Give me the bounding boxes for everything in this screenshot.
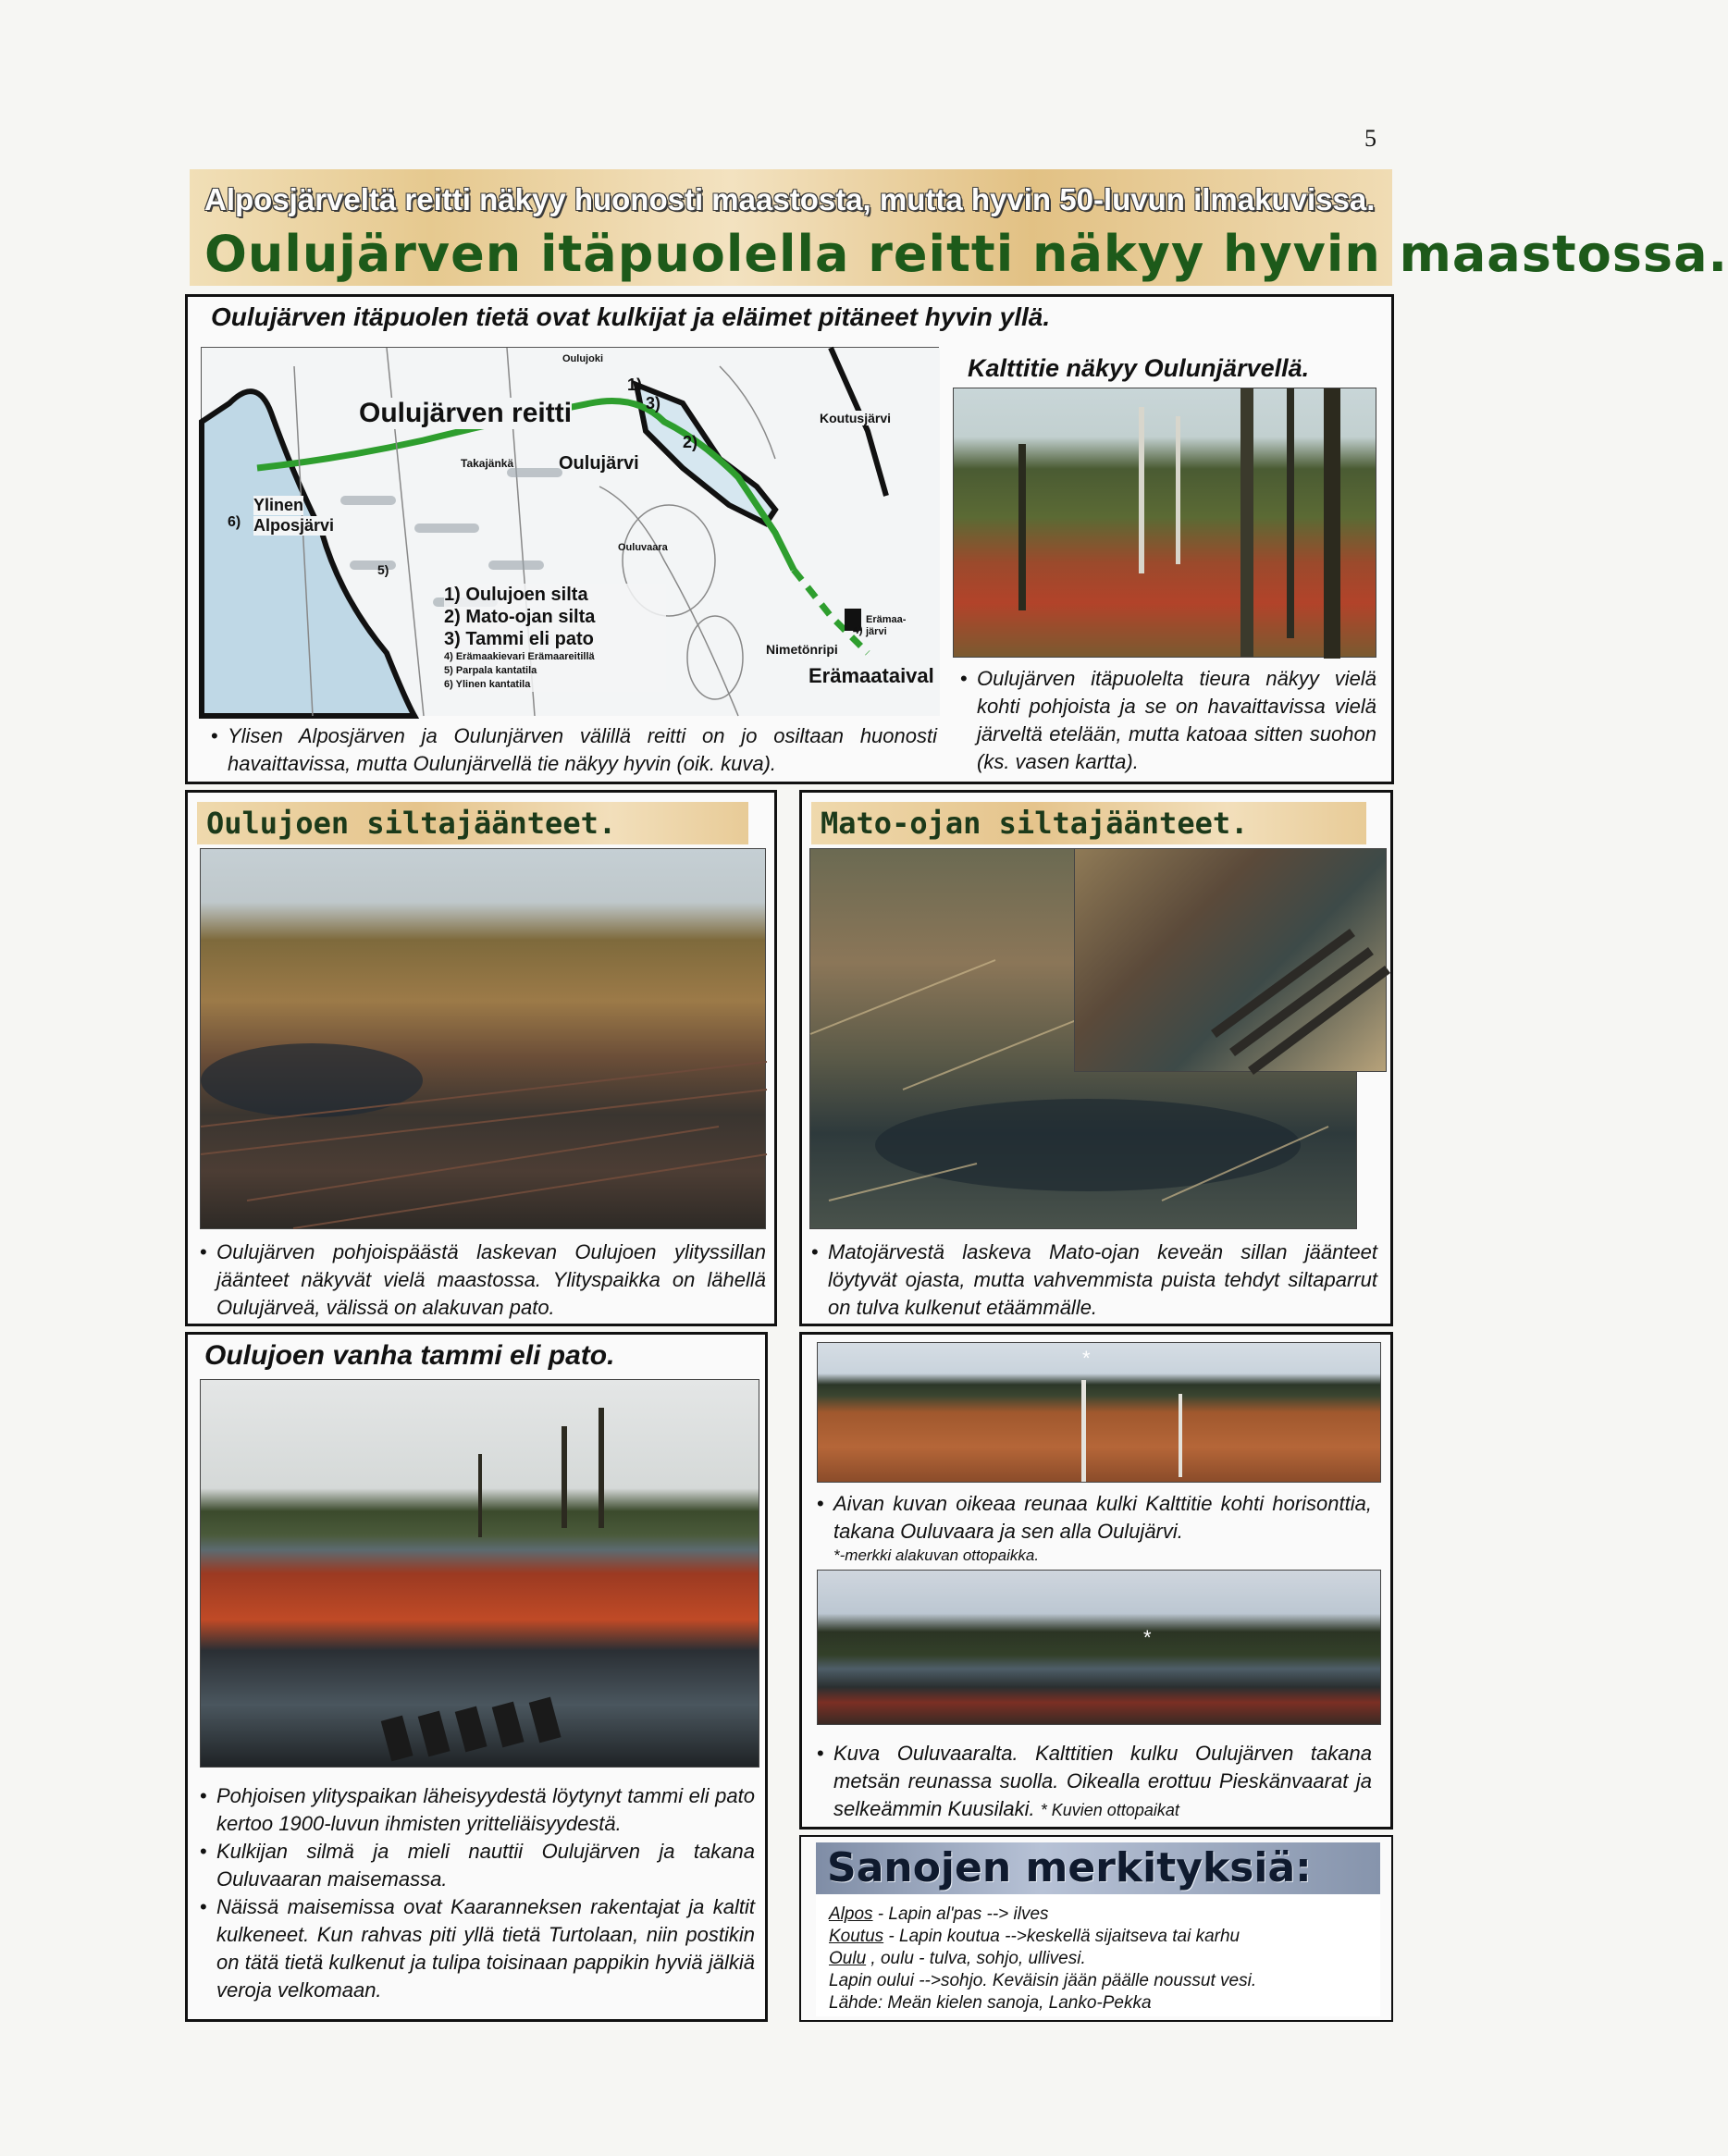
matooja-bridge-title: Mato-ojan siltajäänteet.	[811, 802, 1366, 844]
oulujoki-bridge-box	[185, 790, 777, 1326]
map-num-3: 3)	[646, 394, 661, 413]
map-legend-1: 1) Oulujoen silta	[444, 585, 588, 605]
map-label-oulujarvi: Oulujärvi	[559, 453, 639, 474]
landscape-caption-1-text: • Aivan kuvan oikeaa reunaa kulki Kalttitie kohti horisonttia, takana Ouluvaara ja sen alla Oulujärvi.	[817, 1490, 1372, 1546]
map-label-ouluvaara: Ouluvaara	[618, 542, 668, 553]
tammi-bullet-2: • Kulkijan silmä ja mieli nauttii Oulujärven ja takana Ouluvaaran maisemassa.	[200, 1838, 755, 1893]
tammi-bullet-1: • Pohjoisen ylityspaikan läheisyydestä löytynyt tammi eli pato kertoo 1900-luvun ihmisten yritteliäisyydestä.	[200, 1782, 755, 1838]
map-num-6: 6)	[228, 514, 241, 530]
map-label-koutusjarvi: Koutusjärvi	[820, 411, 892, 425]
tammi-illustration	[201, 1380, 760, 1768]
dictionary-entry-1	[829, 1903, 1367, 1926]
header-banner	[190, 169, 1728, 286]
map-label-oulujoki: Oulujoki	[562, 353, 603, 364]
landscape-photo-2	[817, 1570, 1381, 1725]
dictionary-entry-3	[829, 1948, 1367, 1970]
map-label-eramaajarvi: Erämaa-järvi	[866, 614, 907, 637]
dictionary-source: Lähde: Meän kielen sanoja, Lanko-Pekka	[829, 1993, 1152, 2013]
map-label-ylinen: Ylinen	[253, 496, 304, 514]
map-legend-5: 5) Parpala kantatila	[444, 665, 537, 676]
landscape-caption-2-text	[817, 1740, 1372, 1824]
dictionary-title: Sanojen merkityksiä:	[816, 1842, 1380, 1894]
landscape-caption-2-main: Kuva Ouluvaaralta. Kalttitien kulku Oulujärven takana metsän reunassa suolla. Oikealla erottuu Pieskänvaarat ja selkeämmin Kuusilaki.	[833, 1742, 1372, 1820]
oulujoki-bridge-photo	[200, 848, 766, 1229]
map-label-eramaataival: Erämaataival	[808, 664, 934, 687]
oulujoki-bridge-caption	[200, 1238, 766, 1322]
tammi-photo	[200, 1379, 759, 1768]
dictionary-word-2: Koutus	[829, 1927, 884, 1946]
matooja-inset-photo	[1074, 848, 1387, 1072]
tammi-title: Oulujoen vanha tammi eli pato.	[204, 1340, 615, 1371]
dictionary-body	[816, 1894, 1380, 2016]
banner-line-2: Oulujärven itäpuolella reitti näkyy hyvin maastossa.	[204, 225, 1728, 283]
page-number: 5	[1364, 125, 1376, 152]
map-label-takajanka: Takajänkä	[461, 457, 514, 470]
kalttitie-trees	[954, 388, 1377, 659]
route-map	[201, 347, 939, 715]
map-label-alposjarvi: Alposjärvi	[253, 516, 335, 535]
matooja-bridge-caption-text: • Matojärvestä laskeva Mato-ojan keveän sillan jäänteet löytyvät ojasta, mutta vahvemmista puista tehdyt siltaparrut on tulva kulkenut etäämmälle.	[811, 1238, 1377, 1322]
oulujoki-bridge-caption-text: • Oulujärven pohjoispäästä laskevan Oulujoen ylityssillan jäänteet näkyvät vielä maastossa. Ylityspaikka on lähellä Oulujärveä, välissä on alakuvan pato.	[200, 1238, 766, 1322]
tammi-bullet-3: • Näissä maisemissa ovat Kaaranneksen rakentajat ja kaltit kulkeneet. Kun rahvas piti yllä tietä Turtolaan, niin postikin on tätä tietä kulkenut ja tulipa toisinaan pappikin hyviä jälkiä veroja velkomaan.	[200, 1893, 755, 2004]
dictionary-def-2: - Lapin koutua -->keskellä sijaitseva tai karhu	[883, 1927, 1240, 1946]
tammi-caption	[200, 1782, 755, 2004]
landscape-caption-1-note: *-merkki alakuvan ottopaikka.	[833, 1546, 1040, 1564]
landscape-1-star: *	[1082, 1347, 1091, 1370]
top-route-box	[185, 294, 1394, 784]
dictionary-entry-2	[829, 1926, 1367, 1948]
top-caption-left	[211, 722, 937, 778]
matooja-bridge-caption	[811, 1238, 1377, 1322]
map-legend-3: 3) Tammi eli pato	[444, 629, 594, 649]
map-num-1: 1)	[627, 376, 643, 394]
tammi-box	[185, 1332, 768, 2022]
dictionary-box	[799, 1835, 1393, 2022]
landscape-box	[799, 1332, 1393, 1830]
kalttitie-photo	[953, 388, 1376, 658]
top-box-title: Oulujärven itäpuolen tietä ovat kulkijat ja eläimet pitäneet hyvin yllä.	[211, 302, 1051, 331]
dictionary-word-3: Oulu	[829, 1949, 867, 1968]
top-caption-right	[960, 665, 1376, 776]
oulujoki-bridge-title: Oulujoen siltajäänteet.	[197, 802, 748, 844]
landscape-caption-2	[817, 1740, 1372, 1824]
landscape-1-illustration	[818, 1343, 1382, 1484]
map-legend-6: 6) Ylinen kantatila	[444, 679, 531, 690]
banner-line-1: Alposjärveltä reitti näkyy huonosti maastosta, mutta hyvin 50-luvun ilmakuvissa.	[204, 182, 1376, 216]
dictionary-line-4: Lapin oului -->sohjo. Keväisin jään päälle noussut vesi.	[829, 1971, 1257, 1990]
landscape-2-star: *	[1143, 1626, 1152, 1649]
top-caption-left-text: • Ylisen Alposjärven ja Oulunjärven välillä reitti on jo osiltaan huonosti havaittavissa, mutta Oulunjärvellä tie näkyy hyvin (oik. kuva).	[211, 722, 937, 778]
map-legend-4: 4) Erämaakievari Erämaareitillä	[444, 651, 595, 662]
kalttitie-photo-title: Kalttitie näkyy Oulunjärvellä.	[968, 354, 1310, 382]
dictionary-def-1: - Lapin al'pas --> ilves	[872, 1904, 1049, 1924]
matooja-inset-planks	[1075, 849, 1388, 1073]
landscape-caption-1	[817, 1490, 1372, 1566]
landscape-photo-1	[817, 1342, 1381, 1483]
matooja-bridge-box	[799, 790, 1393, 1326]
top-caption-right-text: • Oulujärven itäpuolelta tieura näkyy vielä kohti pohjoista ja se on havaittavissa vielä järveltä etelään, mutta katoaa sitten suohon (ks. vasen kartta).	[960, 665, 1376, 776]
map-num-2: 2)	[683, 433, 698, 451]
map-num-5: 5)	[377, 562, 389, 577]
dictionary-word-1: Alpos	[829, 1904, 873, 1924]
map-num-4: 4)	[853, 623, 863, 636]
map-label-nimetonripi: Nimetönripi	[766, 642, 838, 657]
map-legend-2: 2) Mato-ojan silta	[444, 607, 596, 627]
landscape-caption-2-note: * Kuvien ottopaikat	[1040, 1801, 1179, 1819]
dictionary-def-3: , oulu - tulva, sohjo, ullivesi.	[866, 1949, 1086, 1968]
map-title: Oulujärven reitti	[359, 398, 573, 428]
map-legend	[444, 584, 666, 692]
oulujoki-bridge-illustration	[201, 849, 767, 1230]
